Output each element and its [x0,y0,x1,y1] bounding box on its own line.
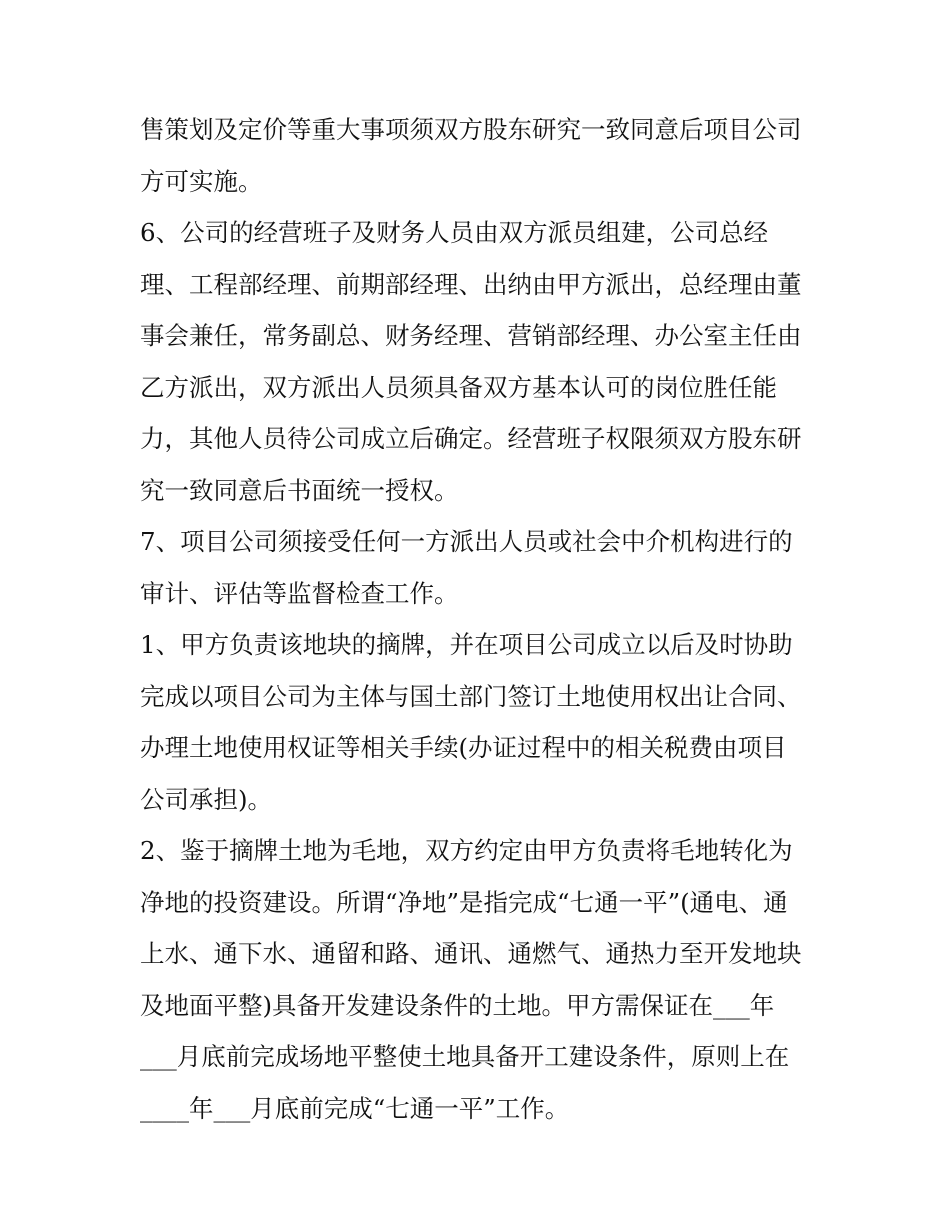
text-line: 审计、评估等监督检查工作。 [140,578,459,608]
text-line: 7、项目公司须接受任何一方派出人员或社会中介机构进行的 [140,527,793,556]
text-line: ___月底前完成场地平整使土地具备开工建设条件，原则上在 [140,1042,790,1071]
text-line: 公司承担)。 [140,784,273,814]
document-body [140,104,820,1134]
text-line: ____年___月底前完成“七通一平”工作。 [140,1093,570,1123]
text-line: 1、甲方负责该地块的摘牌，并在项目公司成立以后及时协助 [140,630,793,659]
text-line: 乙方派出，双方派出人员须具备双方基本认可的岗位胜任能 [140,372,777,402]
text-line: 净地的投资建设。所谓“净地”是指完成“七通一平”(通电、通 [140,887,788,917]
text-line: 办理土地使用权证等相关手续(办证过程中的相关税费由项目 [140,733,787,762]
text-line: 力，其他人员待公司成立后确定。经营班子权限须双方股东研 [140,424,802,453]
text-line: 上水、通下水、通留和路、通讯、通燃气、通热力至开发地块 [140,939,802,968]
text-line: 6、公司的经营班子及财务人员由双方派员组建，公司总经 [140,218,769,247]
text-line: 事会兼任，常务副总、财务经理、营销部经理、办公室主任由 [140,321,802,350]
text-line: 究一致同意后书面统一授权。 [140,475,459,505]
text-line: 2、鉴于摘牌土地为毛地，双方约定由甲方负责将毛地转化为 [140,836,793,865]
text-line: 方可实施。 [140,166,263,196]
text-line: 售策划及定价等重大事项须双方股东研究一致同意后项目公司 [140,115,802,144]
text-line: 理、工程部经理、前期部经理、出纳由甲方派出，总经理由董 [140,269,802,299]
text-line: 完成以项目公司为主体与国土部门签订土地使用权出让合同、 [140,681,802,711]
text-line: 及地面平整)具备开发建设条件的土地。甲方需保证在___年 [140,990,775,1020]
